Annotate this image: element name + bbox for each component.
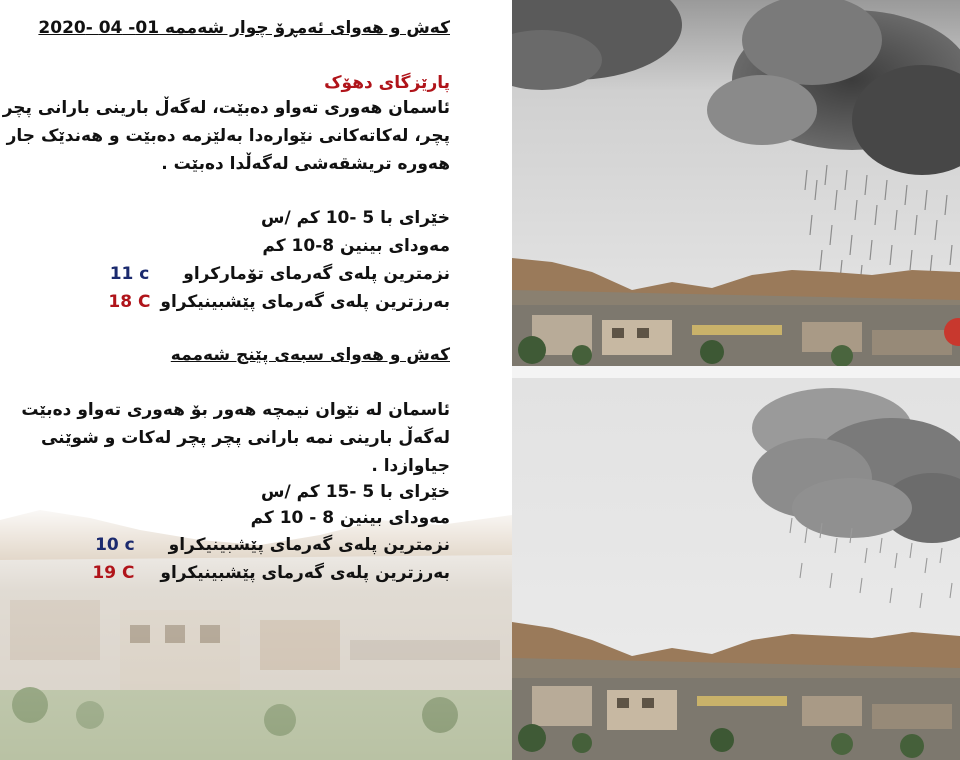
today-min-temperature-label: نزمترین پلەی گەرمای تۆمارکراو	[183, 264, 450, 284]
today-visibility: مەودای بینین 8-10 کم	[262, 236, 450, 256]
tomorrow-max-temperature-value: 19 C	[92, 563, 135, 583]
tomorrow-max-temperature-label: بەرزترین پلەی گەرمای پێشبینیکراو	[160, 563, 450, 583]
today-max-temperature-value: 18 C	[108, 292, 151, 312]
tomorrow-wind-speed: خێرای با 5 -15 کم /س	[260, 482, 450, 502]
today-title: کەش و هەوای ئەمڕۆ چوار شەممە 01- 04 -2020	[38, 18, 450, 38]
storm-cloud-over-city-photo	[512, 0, 960, 366]
tomorrow-visibility: مەودای بینین 8 - 10 کم	[250, 508, 450, 528]
today-description-line: هەورە تریشقەشی لەگەڵدا دەبێت .	[161, 154, 450, 174]
today-max-temperature	[108, 292, 450, 312]
today-min-temperature-value: 11 c	[109, 264, 150, 284]
today-max-temperature-label: بەرزترین پلەی گەرمای پێشبینیکراو	[160, 292, 450, 312]
tomorrow-description-line: جیاوازدا .	[371, 456, 450, 476]
tomorrow-description-line: لەگەڵ بارینی نمە بارانی پچر پچر لەکات و شوێنی	[40, 428, 450, 448]
tomorrow-max-temperature	[92, 563, 450, 583]
today-wind-speed: خێرای با 5 -10 کم /س	[260, 208, 450, 228]
today-min-temperature	[110, 264, 450, 284]
today-description-line: پچر، لەکاتەکانی نێوارەدا بەلێزمە دەبێت و هەندێک جار	[6, 126, 450, 146]
today-description-line: ئاسمان هەوری تەواو دەبێت، لەگەڵ بارینی بارانی پچر	[2, 98, 450, 118]
region-heading: پارێزگای دهۆک	[324, 73, 450, 93]
rain-cloud-over-city-photo	[512, 378, 960, 760]
tomorrow-title: کەش و هەوای سبەی پێنج شەممە	[170, 345, 450, 365]
tomorrow-description-line: ئاسمان لە نێوان نیمچە هەور بۆ هەوری تەواو دەبێت	[21, 400, 450, 420]
tomorrow-min-temperature	[95, 535, 450, 555]
tomorrow-min-temperature-value: 10 c	[95, 535, 135, 555]
tomorrow-min-temperature-label: نزمترین پلەی گەرمای پێشبینیکراو	[168, 535, 450, 555]
photo-divider	[512, 366, 960, 378]
